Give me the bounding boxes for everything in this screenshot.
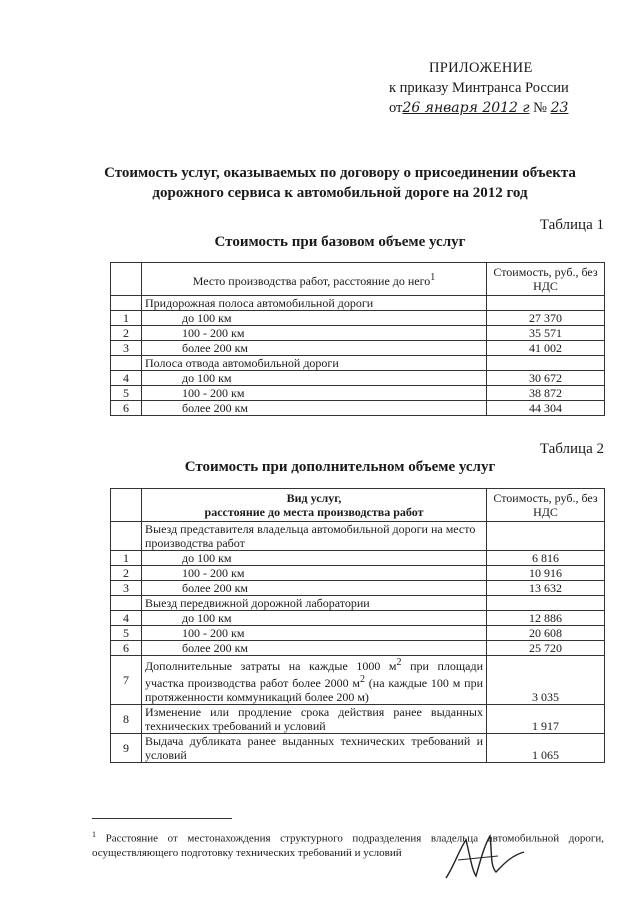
group-num-cell — [111, 296, 142, 311]
footnote-ref: 1 — [430, 271, 436, 283]
table-row — [111, 401, 605, 416]
row-price: 44 304 — [487, 401, 605, 416]
table-row — [111, 311, 605, 326]
table-row — [111, 326, 605, 341]
row-number: 6 — [111, 641, 142, 656]
table-row — [111, 581, 605, 596]
row-number: 6 — [111, 401, 142, 416]
group-price-cell — [487, 596, 605, 611]
row-price: 25 720 — [487, 641, 605, 656]
service-text: Выдача дубликата ранее выданных технических требований и условий — [145, 734, 483, 762]
signature — [440, 826, 530, 886]
row-price: 1 917 — [487, 705, 605, 734]
table2-number: Таблица 2 — [539, 441, 604, 457]
row-number: 4 — [111, 611, 142, 626]
table2-header-cost: Стоимость, руб., без НДС — [487, 489, 605, 522]
group-num-cell — [111, 596, 142, 611]
table-row — [111, 566, 605, 581]
group-title: Выезд представителя владельца автомобильной дороги на место производства работ — [142, 522, 487, 551]
row-number: 5 — [111, 626, 142, 641]
row-price: 20 608 — [487, 626, 605, 641]
row-number: 9 — [111, 734, 142, 763]
row-number: 1 — [111, 551, 142, 566]
table2-header-num — [111, 489, 142, 522]
row-number: 3 — [111, 341, 142, 356]
table-row — [111, 705, 605, 734]
row-distance: до 100 км — [142, 611, 487, 626]
unit-superscript: 2 — [396, 657, 402, 668]
row-distance: до 100 км — [142, 371, 487, 386]
table1-body — [111, 296, 605, 416]
table2-header-row — [111, 489, 605, 522]
row-price: 13 632 — [487, 581, 605, 596]
handwritten-order-number: 23 — [550, 100, 569, 116]
footnote-text: Расстояние от местонахождения структурного подразделения владельца автомобильной дороги, осуществляющего подготовку технических требований и условий — [92, 832, 605, 859]
row-distance: 100 - 200 км — [142, 326, 487, 341]
row-number: 2 — [111, 326, 142, 341]
table2-body — [111, 522, 605, 763]
row-distance: более 200 км — [142, 581, 487, 596]
table-row — [111, 371, 605, 386]
row-service — [142, 705, 487, 734]
group-title: Выезд передвижной дорожной лаборатории — [142, 596, 487, 611]
unit-superscript: 2 — [360, 674, 365, 685]
group-row — [111, 522, 605, 551]
row-price: 27 370 — [487, 311, 605, 326]
table-row — [111, 656, 605, 705]
group-title: Полоса отвода автомобильной дороги — [142, 356, 487, 371]
service-text: Дополнительные затраты на каждые 1000 м — [145, 659, 397, 673]
row-number: 2 — [111, 566, 142, 581]
footnote-divider — [92, 818, 232, 819]
row-distance: до 100 км — [142, 551, 487, 566]
document-title: Стоимость услуг, оказываемых по договору о присоединении объекта дорожного сервиса к автомобильной дороге на 2012 год — [104, 165, 576, 201]
appendix-order-line: к приказу Минтранса России — [389, 80, 569, 96]
group-price-cell — [487, 522, 605, 551]
table1-header-row — [111, 263, 605, 296]
group-price-cell — [487, 296, 605, 311]
table1-header-place: Место производства работ, расстояние до него$^1$ — [142, 263, 487, 296]
row-service — [142, 656, 487, 705]
date-prefix: от — [389, 100, 403, 116]
handwritten-date: 26 января 2012 г — [402, 100, 530, 116]
group-num-cell — [111, 522, 142, 551]
table-row — [111, 734, 605, 763]
row-number: 5 — [111, 386, 142, 401]
table2-header-service: Вид услуг, расстояние до места производства работ — [142, 489, 487, 522]
appendix-block — [389, 58, 619, 118]
row-distance: более 200 км — [142, 341, 487, 356]
row-price: 35 571 — [487, 326, 605, 341]
row-price: 30 672 — [487, 371, 605, 386]
row-distance: 100 - 200 км — [142, 386, 487, 401]
row-distance: до 100 км — [142, 311, 487, 326]
table-row — [111, 386, 605, 401]
row-number: 1 — [111, 311, 142, 326]
row-price: 3 035 — [487, 656, 605, 705]
table1 — [110, 262, 605, 416]
table1-number: Таблица 1 — [539, 217, 604, 233]
table-row — [111, 551, 605, 566]
row-distance: 100 - 200 км — [142, 566, 487, 581]
table-row — [111, 641, 605, 656]
service-text: (на каждые 100 м при протяженности коммуникаций более 200 м) — [145, 676, 483, 704]
group-num-cell — [111, 356, 142, 371]
table1-header-num — [111, 263, 142, 296]
row-number: 8 — [111, 705, 142, 734]
row-distance: более 200 км — [142, 401, 487, 416]
row-price: 6 816 — [487, 551, 605, 566]
group-price-cell — [487, 356, 605, 371]
row-price: 41 002 — [487, 341, 605, 356]
order-no-sign: № — [533, 100, 547, 116]
row-distance: более 200 км — [142, 641, 487, 656]
row-price: 12 886 — [487, 611, 605, 626]
table-row — [111, 341, 605, 356]
table1-caption: Стоимость при базовом объеме услуг — [214, 234, 466, 250]
service-text: при площади участка производства работ более 2000 м — [145, 659, 483, 690]
footnote-mark: 1 — [92, 830, 96, 839]
table1-header-cost: Стоимость, руб., без НДС — [487, 263, 605, 296]
group-row — [111, 356, 605, 371]
table-row — [111, 626, 605, 641]
row-service — [142, 734, 487, 763]
row-number: 3 — [111, 581, 142, 596]
group-row — [111, 296, 605, 311]
row-price: 10 916 — [487, 566, 605, 581]
row-price: 1 065 — [487, 734, 605, 763]
row-distance: 100 - 200 км — [142, 626, 487, 641]
row-number: 7 — [111, 656, 142, 705]
row-price: 38 872 — [487, 386, 605, 401]
service-text: Изменение или продление срока действия ранее выданных технических требований и условий — [145, 705, 483, 733]
group-title: Придорожная полоса автомобильной дороги — [142, 296, 487, 311]
appendix-date-line — [389, 98, 619, 118]
group-row — [111, 596, 605, 611]
row-number: 4 — [111, 371, 142, 386]
table-row — [111, 611, 605, 626]
table2-caption: Стоимость при дополнительном объеме услуг — [184, 459, 496, 475]
appendix-title: ПРИЛОЖЕНИЕ — [429, 60, 533, 76]
table2 — [110, 488, 605, 763]
